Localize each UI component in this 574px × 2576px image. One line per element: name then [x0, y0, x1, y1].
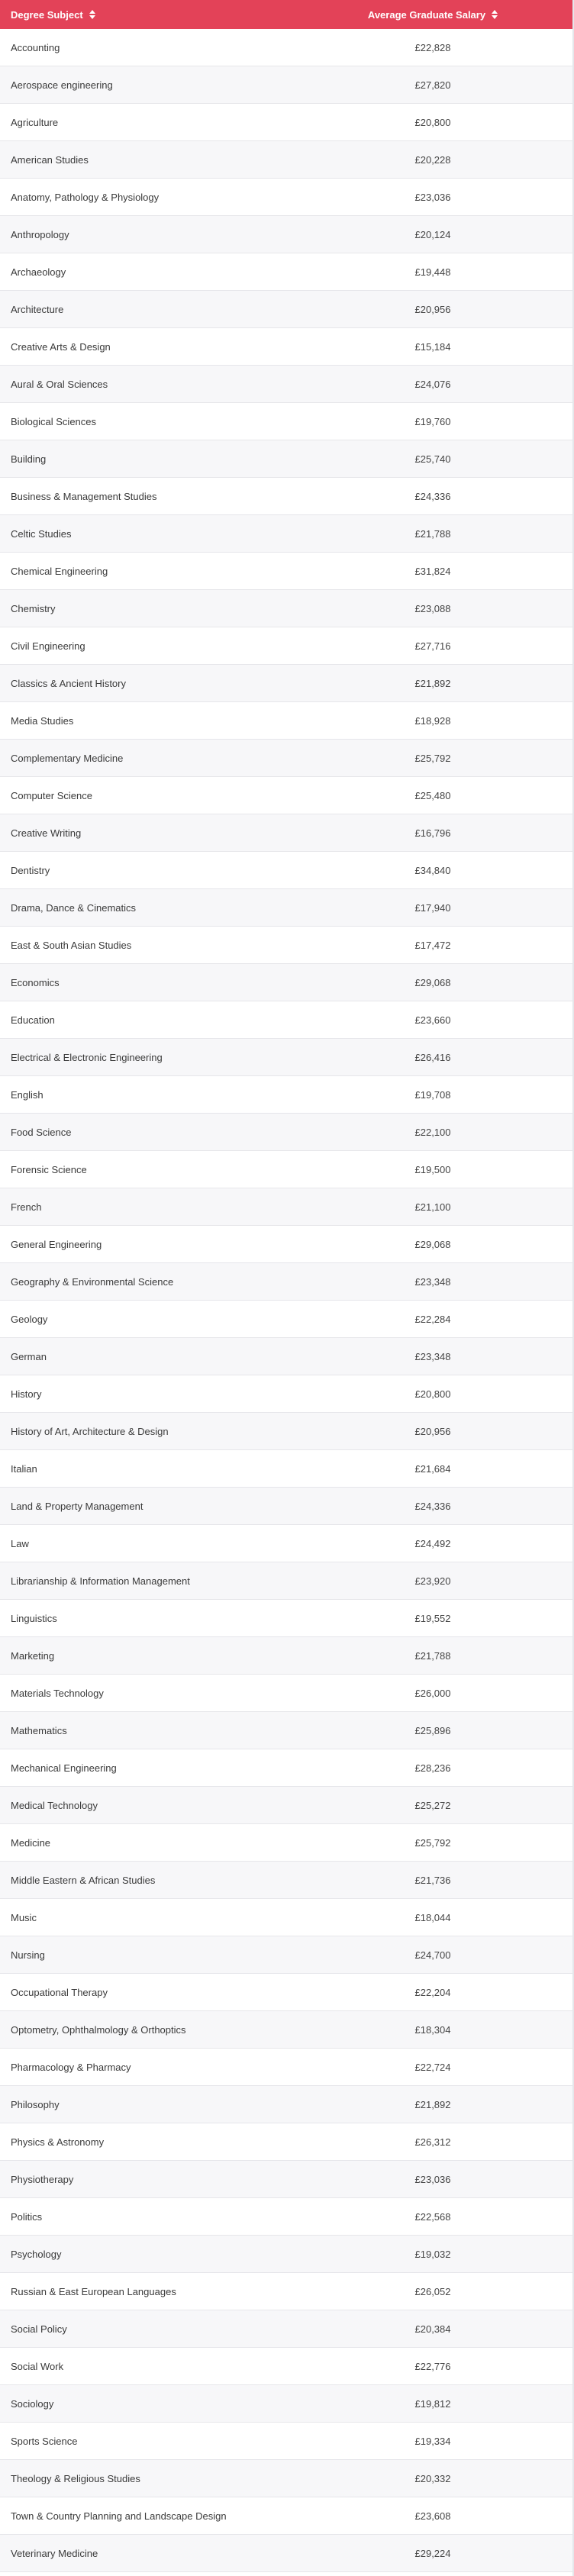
- average-salary-cell: £24,700: [414, 1949, 451, 1961]
- average-salary-cell: £21,788: [414, 527, 451, 540]
- table-row: [0, 1787, 572, 1824]
- degree-subject-cell: Law: [11, 1537, 29, 1549]
- table-row: [0, 1974, 572, 2011]
- table-row: [0, 2236, 572, 2273]
- average-salary-cell: £19,500: [414, 1163, 451, 1175]
- degree-subject-cell: Linguistics: [11, 1612, 57, 1624]
- average-salary-cell: £23,088: [414, 602, 451, 614]
- average-salary-cell: £19,032: [414, 2248, 451, 2260]
- degree-subject-cell: Aerospace engineering: [11, 79, 113, 91]
- average-salary-cell: £17,940: [414, 901, 451, 914]
- average-salary-header-label: Average Graduate Salary: [367, 8, 486, 21]
- table-row: [0, 1338, 572, 1375]
- average-salary-cell: £23,920: [414, 1575, 451, 1587]
- sort-updown-icon[interactable]: [89, 9, 95, 20]
- table-row: [0, 66, 572, 104]
- table-row: [0, 2273, 572, 2310]
- table-row: [0, 179, 572, 216]
- degree-subject-cell: Social Policy: [11, 2323, 67, 2335]
- degree-subject-cell: French: [11, 1201, 42, 1213]
- table-row: [0, 2011, 572, 2049]
- degree-subject-cell: Russian & East European Languages: [11, 2285, 176, 2297]
- average-salary-cell: £23,036: [414, 2173, 451, 2185]
- table-header: [0, 0, 572, 29]
- table-row: [0, 1899, 572, 1936]
- table-row: [0, 1076, 572, 1114]
- table-row: [0, 1263, 572, 1301]
- table-row: [0, 2198, 572, 2236]
- table-row: [0, 740, 572, 777]
- degree-subject-header-label: Degree Subject: [11, 8, 83, 21]
- degree-subject-cell: Materials Technology: [11, 1687, 104, 1699]
- average-salary-cell: £26,052: [414, 2285, 451, 2297]
- degree-subject-cell: Marketing: [11, 1649, 55, 1662]
- table-row: [0, 291, 572, 328]
- degree-subject-cell: Theology & Religious Studies: [11, 2472, 140, 2484]
- average-salary-cell: £24,336: [414, 490, 451, 502]
- degree-subject-cell: Sociology: [11, 2397, 54, 2410]
- table-row: [0, 889, 572, 927]
- degree-subject-cell: Food Science: [11, 1126, 72, 1138]
- average-salary-cell: £20,956: [414, 303, 451, 315]
- average-salary-cell: £18,304: [414, 2023, 451, 2036]
- degree-subject-cell: Media Studies: [11, 714, 74, 727]
- table-row: [0, 403, 572, 440]
- table-row: [0, 2310, 572, 2348]
- degree-subject-cell: Philosophy: [11, 2098, 60, 2110]
- degree-subject-cell: Architecture: [11, 303, 64, 315]
- table-row: [0, 553, 572, 590]
- average-salary-cell: £23,348: [414, 1350, 451, 1362]
- average-salary-cell: £27,716: [414, 640, 451, 652]
- table-row: [0, 478, 572, 515]
- degree-subject-cell: Agriculture: [11, 116, 59, 128]
- average-salary-cell: £21,892: [414, 677, 451, 689]
- average-salary-cell: £15,184: [414, 340, 451, 353]
- table-row: [0, 590, 572, 627]
- table-body: [0, 29, 572, 2572]
- degree-subject-cell: Aural & Oral Sciences: [11, 378, 108, 390]
- degree-subject-cell: Social Work: [11, 2360, 64, 2372]
- average-salary-cell: £19,334: [414, 2435, 451, 2447]
- table-row: [0, 1600, 572, 1637]
- degree-subject-cell: Physiotherapy: [11, 2173, 74, 2185]
- degree-subject-cell: Forensic Science: [11, 1163, 87, 1175]
- degree-subject-cell: Nursing: [11, 1949, 45, 1961]
- degree-subject-cell: Business & Management Studies: [11, 490, 157, 502]
- table-row: [0, 216, 572, 253]
- table-row: [0, 777, 572, 814]
- table-row: [0, 1562, 572, 1600]
- average-salary-cell: £16,796: [414, 827, 451, 839]
- average-salary-cell: £22,284: [414, 1313, 451, 1325]
- degree-subject-cell: Chemistry: [11, 602, 56, 614]
- average-salary-cell: £20,800: [414, 1388, 451, 1400]
- average-salary-cell: £24,336: [414, 1500, 451, 1512]
- table-row: [0, 2161, 572, 2198]
- degree-subject-cell: Psychology: [11, 2248, 62, 2260]
- degree-subject-column-header[interactable]: [0, 9, 324, 21]
- degree-subject-cell: History of Art, Architecture & Design: [11, 1425, 169, 1437]
- table-row: [0, 1488, 572, 1525]
- table-row: [0, 814, 572, 852]
- average-salary-cell: £18,928: [414, 714, 451, 727]
- average-salary-cell: £24,492: [414, 1537, 451, 1549]
- degree-subject-cell: Sports Science: [11, 2435, 78, 2447]
- average-salary-cell: £19,448: [414, 266, 451, 278]
- average-salary-cell: £21,892: [414, 2098, 451, 2110]
- table-row: [0, 2123, 572, 2161]
- average-salary-cell: £21,788: [414, 1649, 451, 1662]
- average-salary-cell: £26,000: [414, 1687, 451, 1699]
- degree-subject-cell: English: [11, 1088, 44, 1101]
- average-salary-cell: £17,472: [414, 939, 451, 951]
- degree-subject-cell: Dentistry: [11, 864, 50, 876]
- degree-subject-cell: Geography & Environmental Science: [11, 1275, 174, 1288]
- table-row: [0, 2497, 572, 2535]
- degree-subject-cell: Italian: [11, 1462, 37, 1475]
- degree-subject-cell: East & South Asian Studies: [11, 939, 132, 951]
- average-salary-cell: £19,760: [414, 415, 451, 427]
- average-salary-cell: £22,204: [414, 1986, 451, 1998]
- table-row: [0, 627, 572, 665]
- average-salary-cell: £34,840: [414, 864, 451, 876]
- average-salary-cell: £18,044: [414, 1911, 451, 1923]
- table-row: [0, 2348, 572, 2385]
- average-salary-cell: £21,684: [414, 1462, 451, 1475]
- average-salary-cell: £28,236: [414, 1762, 451, 1774]
- table-row: [0, 1375, 572, 1413]
- table-row: [0, 1001, 572, 1039]
- average-salary-cell: £20,384: [414, 2323, 451, 2335]
- degree-subject-cell: Classics & Ancient History: [11, 677, 126, 689]
- average-salary-cell: £20,228: [414, 153, 451, 166]
- average-salary-cell: £31,824: [414, 565, 451, 577]
- table-row: [0, 927, 572, 964]
- table-row: [0, 2086, 572, 2123]
- table-row: [0, 1862, 572, 1899]
- table-row: [0, 141, 572, 179]
- degree-subject-cell: Occupational Therapy: [11, 1986, 108, 1998]
- table-row: [0, 2460, 572, 2497]
- table-row: [0, 253, 572, 291]
- degree-subject-cell: Complementary Medicine: [11, 752, 124, 764]
- average-salary-cell: £26,416: [414, 1051, 451, 1063]
- average-salary-cell: £25,740: [414, 453, 451, 465]
- degree-subject-cell: Civil Engineering: [11, 640, 85, 652]
- average-salary-cell: £23,348: [414, 1275, 451, 1288]
- average-salary-cell: £20,332: [414, 2472, 451, 2484]
- average-salary-column-header[interactable]: [324, 9, 572, 21]
- degree-subject-cell: Physics & Astronomy: [11, 2136, 105, 2148]
- table-row: [0, 1936, 572, 1974]
- degree-subject-cell: Creative Arts & Design: [11, 340, 111, 353]
- average-salary-cell: £22,724: [414, 2061, 451, 2073]
- average-salary-cell: £25,896: [414, 1724, 451, 1736]
- degree-subject-cell: Drama, Dance & Cinematics: [11, 901, 136, 914]
- degree-subject-cell: Town & Country Planning and Landscape Design: [11, 2510, 227, 2522]
- table-row: [0, 515, 572, 553]
- table-row: [0, 2423, 572, 2460]
- average-salary-cell: £19,552: [414, 1612, 451, 1624]
- degree-subject-cell: Electrical & Electronic Engineering: [11, 1051, 163, 1063]
- average-salary-cell: £20,956: [414, 1425, 451, 1437]
- table-row: [0, 1413, 572, 1450]
- degree-subject-cell: Archaeology: [11, 266, 66, 278]
- degree-subject-cell: Anthropology: [11, 228, 69, 240]
- table-row: [0, 366, 572, 403]
- degree-subject-cell: Optometry, Ophthalmology & Orthoptics: [11, 2023, 186, 2036]
- table-row: [0, 104, 572, 141]
- table-row: [0, 1114, 572, 1151]
- table-row: [0, 440, 572, 478]
- degree-subject-cell: Chemical Engineering: [11, 565, 108, 577]
- degree-subject-cell: Geology: [11, 1313, 48, 1325]
- table-row: [0, 665, 572, 702]
- degree-subject-cell: American Studies: [11, 153, 89, 166]
- table-row: [0, 852, 572, 889]
- degree-subject-cell: Education: [11, 1014, 55, 1026]
- degree-subject-cell: Medical Technology: [11, 1799, 98, 1811]
- degree-subject-cell: Building: [11, 453, 47, 465]
- average-salary-cell: £29,068: [414, 1238, 451, 1250]
- degree-subject-cell: Pharmacology & Pharmacy: [11, 2061, 131, 2073]
- table-row: [0, 1301, 572, 1338]
- degree-subject-cell: Mechanical Engineering: [11, 1762, 117, 1774]
- degree-subject-cell: Anatomy, Pathology & Physiology: [11, 191, 160, 203]
- average-salary-cell: £21,736: [414, 1874, 451, 1886]
- degree-subject-cell: Music: [11, 1911, 37, 1923]
- degree-subject-cell: Computer Science: [11, 789, 92, 801]
- average-salary-cell: £27,820: [414, 79, 451, 91]
- degree-subject-cell: Accounting: [11, 41, 60, 53]
- average-salary-cell: £22,100: [414, 1126, 451, 1138]
- degree-subject-cell: Politics: [11, 2210, 43, 2223]
- degree-subject-cell: Creative Writing: [11, 827, 82, 839]
- table-row: [0, 2049, 572, 2086]
- average-salary-cell: £25,792: [414, 752, 451, 764]
- table-row: [0, 1039, 572, 1076]
- degree-subject-cell: German: [11, 1350, 47, 1362]
- average-salary-cell: £23,660: [414, 1014, 451, 1026]
- average-salary-cell: £21,100: [414, 1201, 451, 1213]
- degree-subject-cell: Celtic Studies: [11, 527, 72, 540]
- average-salary-cell: £22,776: [414, 2360, 451, 2372]
- degree-subject-cell: General Engineering: [11, 1238, 102, 1250]
- degree-subject-cell: Veterinary Medicine: [11, 2547, 98, 2559]
- degree-subject-cell: Middle Eastern & African Studies: [11, 1874, 156, 1886]
- table-row: [0, 328, 572, 366]
- degree-subject-cell: Land & Property Management: [11, 1500, 144, 1512]
- sort-updown-icon[interactable]: [492, 9, 498, 20]
- table-row: [0, 1712, 572, 1749]
- average-salary-cell: £25,792: [414, 1836, 451, 1849]
- average-salary-cell: £22,828: [414, 41, 451, 53]
- degree-subject-cell: Biological Sciences: [11, 415, 97, 427]
- average-salary-cell: £19,812: [414, 2397, 451, 2410]
- degree-subject-cell: Librarianship & Information Management: [11, 1575, 190, 1587]
- average-salary-cell: £20,800: [414, 116, 451, 128]
- table-row: [0, 2385, 572, 2423]
- table-row: [0, 1226, 572, 1263]
- average-salary-cell: £23,036: [414, 191, 451, 203]
- average-salary-cell: £19,708: [414, 1088, 451, 1101]
- table-row: [0, 964, 572, 1001]
- table-row: [0, 1824, 572, 1862]
- average-salary-cell: £25,480: [414, 789, 451, 801]
- table-row: [0, 2535, 572, 2572]
- average-salary-cell: £29,224: [414, 2547, 451, 2559]
- degree-subject-cell: Economics: [11, 976, 60, 988]
- table-row: [0, 1151, 572, 1188]
- average-salary-cell: £23,608: [414, 2510, 451, 2522]
- average-salary-cell: £20,124: [414, 228, 451, 240]
- table-row: [0, 1450, 572, 1488]
- average-salary-cell: £25,272: [414, 1799, 451, 1811]
- table-row: [0, 1749, 572, 1787]
- average-salary-cell: £29,068: [414, 976, 451, 988]
- average-salary-cell: £26,312: [414, 2136, 451, 2148]
- average-salary-cell: £24,076: [414, 378, 451, 390]
- table-row: [0, 1675, 572, 1712]
- table-row: [0, 1637, 572, 1675]
- average-salary-cell: £22,568: [414, 2210, 451, 2223]
- degree-subject-cell: Mathematics: [11, 1724, 67, 1736]
- degree-subject-cell: Medicine: [11, 1836, 51, 1849]
- table-row: [0, 702, 572, 740]
- degree-subject-cell: History: [11, 1388, 42, 1400]
- table-row: [0, 1188, 572, 1226]
- table-row: [0, 29, 572, 66]
- table-row: [0, 1525, 572, 1562]
